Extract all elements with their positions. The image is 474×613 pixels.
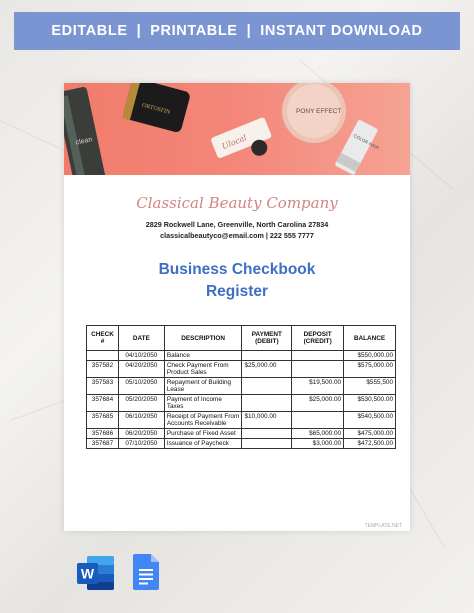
cell-date: 04/10/2050	[118, 351, 164, 361]
header-check: CHECK #	[87, 326, 119, 351]
cell-description: Payment of Income Taxes	[164, 395, 242, 412]
cell-balance: $555,500	[344, 378, 396, 395]
cell-payment	[242, 395, 292, 412]
cell-deposit: $65,000.00	[292, 429, 344, 439]
cell-check: 357684	[87, 395, 119, 412]
cell-date: 06/20/2050	[118, 429, 164, 439]
compact-label: PONY EFFECT	[296, 108, 342, 115]
header-balance: BALANCE	[344, 326, 396, 351]
cell-payment	[242, 351, 292, 361]
cell-date: 06/10/2050	[118, 412, 164, 429]
serum-bottle	[64, 86, 106, 175]
cell-balance: $540,500.00	[344, 412, 396, 429]
cell-payment	[242, 439, 292, 449]
header-date: DATE	[118, 326, 164, 351]
company-address: 2829 Rockwell Lane, Greenville, North Carolina 27834	[145, 220, 329, 229]
cell-payment	[242, 378, 292, 395]
tube-label: COLOR HAIR	[352, 133, 380, 151]
cell-date: 05/20/2050	[118, 395, 164, 412]
table-header-row	[87, 326, 396, 351]
cell-payment	[242, 429, 292, 439]
document-title-line2: Register	[205, 283, 269, 300]
cell-check: 357582	[87, 361, 119, 378]
svg-text:ORTOSFIN: ORTOSFIN	[141, 102, 171, 116]
banner-separator: |	[136, 23, 142, 39]
svg-text:W: W	[80, 565, 95, 582]
cell-check: 357686	[87, 429, 119, 439]
header-deposit: DEPOSIT (CREDIT)	[292, 326, 344, 351]
lipstick-label: Ulocal	[220, 133, 249, 152]
cell-check	[87, 351, 119, 361]
cell-balance: $472,500.00	[344, 439, 396, 449]
cosmetics-illustration	[64, 83, 410, 175]
document-preview	[64, 83, 410, 531]
cell-balance: $550,000.00	[344, 351, 396, 361]
cell-deposit	[292, 412, 344, 429]
cell-check: 357687	[87, 439, 119, 449]
table-row	[87, 429, 396, 439]
microsoft-word-icon[interactable]	[77, 555, 115, 591]
cell-deposit: $3,000.00	[292, 439, 344, 449]
checkbook-register-table	[86, 325, 396, 449]
banner-item-instant-download: INSTANT DOWNLOAD	[260, 23, 423, 39]
header-payment: PAYMENT (DEBIT)	[242, 326, 292, 351]
cell-description: Check Payment From Product Sales	[164, 361, 242, 378]
cell-description: Issuance of Paycheck	[164, 439, 242, 449]
cell-date: 04/20/2050	[118, 361, 164, 378]
banner-item-printable: PRINTABLE	[150, 23, 238, 39]
banner-item-editable: EDITABLE	[51, 23, 128, 39]
table-row	[87, 395, 396, 412]
table-row	[87, 439, 396, 449]
cell-balance: $575,000.00	[344, 361, 396, 378]
cell-deposit	[292, 361, 344, 378]
banner-separator: |	[246, 23, 252, 39]
cell-payment: $10,000.00	[242, 412, 292, 429]
pony-effect-compact	[282, 83, 346, 143]
cell-description: Receipt of Payment From Accounts Receivable	[164, 412, 242, 429]
document-title	[64, 259, 410, 303]
google-docs-icon[interactable]	[133, 554, 159, 590]
feature-banner	[14, 12, 460, 50]
svg-text:clean: clean	[75, 136, 93, 147]
cell-check: 357583	[87, 378, 119, 395]
table-row	[87, 412, 396, 429]
template-watermark: TEMPLATE.NET	[364, 523, 402, 529]
company-contact: classicalbeautyco@email.com | 222 555 7777	[160, 231, 314, 240]
cell-date: 07/10/2050	[118, 439, 164, 449]
cell-deposit: $25,000.00	[292, 395, 344, 412]
cell-description: Repayment of Building Lease	[164, 378, 242, 395]
table-row	[87, 361, 396, 378]
header-description: DESCRIPTION	[164, 326, 242, 351]
table-row	[87, 378, 396, 395]
hair-color-tube	[334, 119, 386, 175]
company-name: Classical Beauty Company	[136, 194, 338, 212]
table-row	[87, 351, 396, 361]
cell-check: 357685	[87, 412, 119, 429]
cell-balance: $530,500.00	[344, 395, 396, 412]
cell-balance: $475,000.00	[344, 429, 396, 439]
cell-payment: $25,000.00	[242, 361, 292, 378]
cell-description: Purchase of Fixed Asset	[164, 429, 242, 439]
cell-description: Balance	[164, 351, 242, 361]
cell-deposit: $19,500.00	[292, 378, 344, 395]
cream-jar	[122, 83, 191, 133]
lipstick-case	[210, 117, 277, 171]
cell-deposit	[292, 351, 344, 361]
cosmetics-header-photo	[64, 83, 410, 175]
document-title-line1: Business Checkbook	[158, 261, 316, 278]
cell-date: 05/10/2050	[118, 378, 164, 395]
